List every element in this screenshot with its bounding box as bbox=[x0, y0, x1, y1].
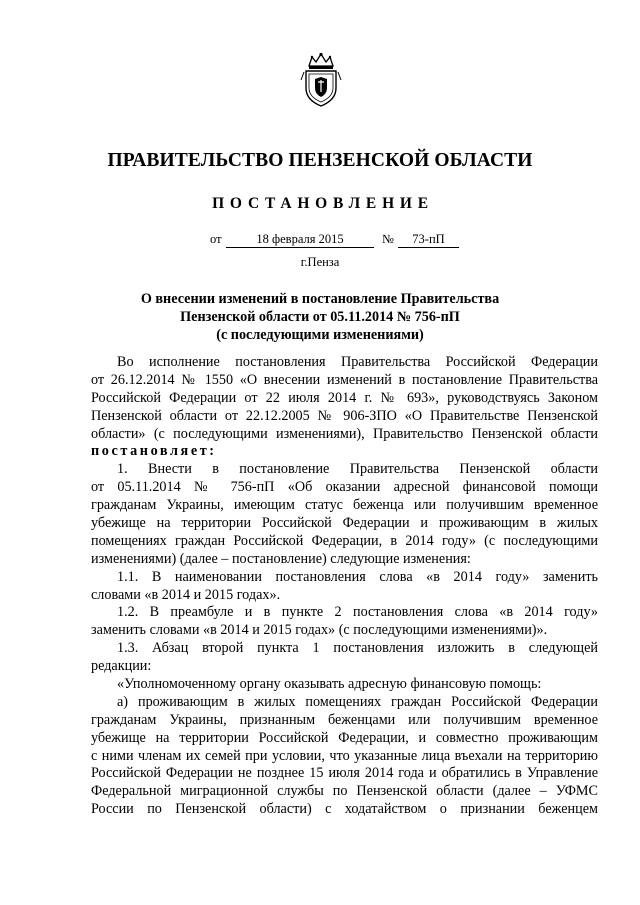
subject-line: (с последующими изменениями) bbox=[216, 327, 424, 343]
body-line: Российской Федерации от 22 июля 2014 г. № 693», руководствуясь Законом bbox=[91, 389, 598, 406]
body-line: убежище на территории Российской Федерации и проживающим в жилых bbox=[91, 515, 598, 532]
body-line: помещениях граждан Российской Федерации, в 2014 году» (с последующими bbox=[91, 532, 598, 549]
subject-line: Пензенской области от 05.11.2014 № 756-пП bbox=[180, 309, 460, 325]
body-line: 1.3. Абзац второй пункта 1 постановления изложить в следующей bbox=[117, 640, 598, 657]
decree-subject bbox=[0, 290, 640, 344]
body-line: 1.1. В наименовании постановления слова «в 2014 году» заменить bbox=[117, 568, 598, 585]
government-title: ПРАВИТЕЛЬСТВО ПЕНЗЕНСКОЙ ОБЛАСТИ bbox=[107, 150, 533, 171]
body-line: Пензенской области от 22.12.2005 № 906-ЗПО «О Правительстве Пензенской bbox=[91, 407, 598, 424]
body-line: Российской Федерации не позднее 15 июля 2014 года и обратились в Управление bbox=[91, 765, 598, 782]
body-line: гражданам Украины, признанным беженцами или получившим временное bbox=[91, 711, 598, 728]
body-line: редакции: bbox=[91, 658, 152, 675]
body-line: словами «в 2014 и 2015 годах». bbox=[91, 586, 281, 603]
date-from-label: от bbox=[210, 232, 222, 246]
body-line: а) проживающим в жилых помещениях граждан Российской Федерации bbox=[117, 693, 598, 710]
body-line: «Уполномоченному органу оказывать адресную финансовую помощь: bbox=[117, 676, 542, 693]
decree-body bbox=[91, 354, 598, 819]
number-label: № bbox=[382, 232, 394, 246]
coat-of-arms-emblem bbox=[300, 52, 342, 108]
body-line: Федеральной миграционной службы по Пензенской области (далее – УФМС bbox=[91, 783, 598, 800]
document-type: ПОСТАНОВЛЕНИЕ bbox=[212, 195, 434, 212]
decree-date: 18 февраля 2015 bbox=[226, 231, 374, 248]
city-name: г.Пенза bbox=[300, 255, 340, 269]
body-line: 1. Внести в постановление Правительства Пензенской области bbox=[117, 461, 598, 478]
body-line: с ними членам их семей при условии, что указанные лица въехали на территорию bbox=[91, 747, 598, 764]
body-line: Во исполнение постановления Правительства Российской Федерации bbox=[117, 354, 598, 370]
resolves-word: постановляет: bbox=[91, 443, 217, 460]
decree-number: 73-пП bbox=[398, 231, 459, 248]
body-line: 1.2. В преамбуле и в пункте 2 постановления слова «в 2014 году» bbox=[117, 604, 598, 621]
body-line: области» (с последующими изменениями), Правительство Пензенской области bbox=[91, 425, 598, 442]
body-line: убежище на территории Российской Федерации, и совместно проживающим bbox=[91, 729, 598, 746]
subject-line: О внесении изменений в постановление Правительства bbox=[140, 291, 500, 307]
body-line: заменить словами «в 2014 и 2015 годах» (с последующими изменениями)». bbox=[91, 622, 548, 639]
body-line: России по Пензенской области) с ходатайством о признании беженцем bbox=[91, 801, 598, 818]
body-line: гражданам Украины, имеющим статус беженца или получившим временное bbox=[91, 497, 598, 514]
body-line: от 05.11.2014 № 756-пП «Об оказании адресной финансовой помощи bbox=[91, 479, 598, 496]
body-line: от 26.12.2014 № 1550 «О внесении изменений в постановление Правительства bbox=[91, 371, 598, 388]
body-line: изменениями) (далее – постановление) следующие изменения: bbox=[91, 550, 471, 567]
